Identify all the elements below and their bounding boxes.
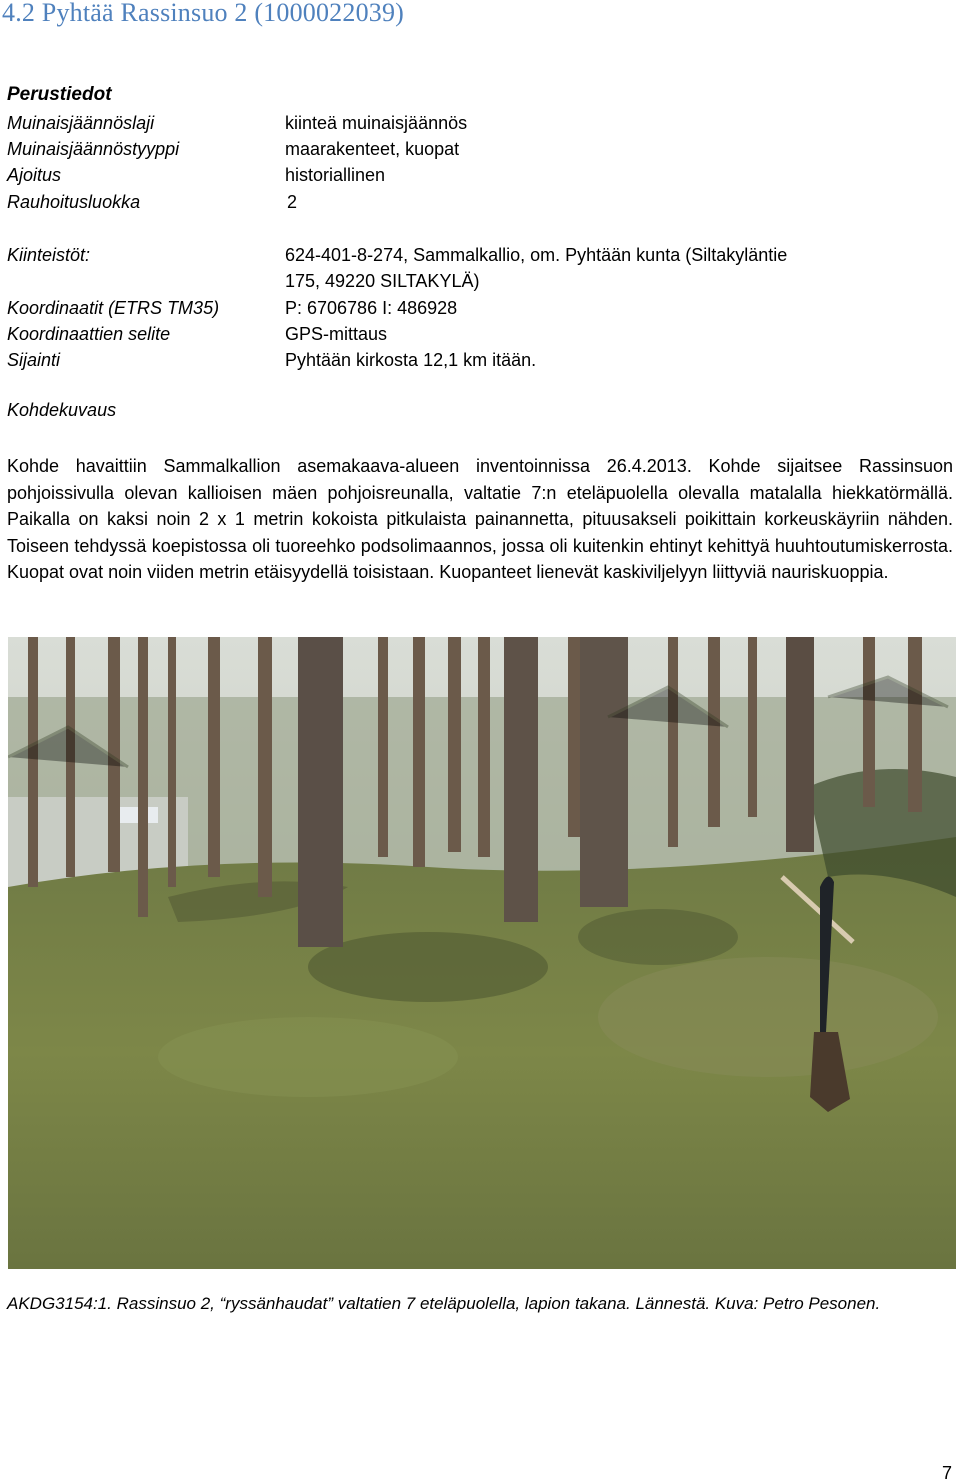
kohdekuvaus-heading: Kohdekuvaus	[7, 400, 117, 420]
field-value: 624-401-8-274, Sammalkallio, om. Pyhtään kunta (Siltakyläntie	[285, 245, 788, 265]
field-muinaisjaannostyyppi	[7, 136, 957, 162]
field-label: Koordinaatit (ETRS TM35)	[7, 298, 220, 318]
photo-caption: AKDG3154:1. Rassinsuo 2, “ryssänhaudat” valtatien 7 eteläpuolella, lapion takana. Lännestä. Kuva: Petro Pesonen.	[7, 1294, 881, 1313]
field-label: Rauhoitusluokka	[7, 192, 141, 212]
field-value: 175, 49220 SILTAKYLÄ)	[285, 271, 480, 291]
site-photo	[8, 637, 956, 1269]
page-heading: 4.2 Pyhtää Rassinsuo 2 (1000022039)	[2, 0, 405, 27]
field-value: Pyhtään kirkosta 12,1 km itään.	[285, 350, 537, 370]
field-label: Ajoitus	[7, 165, 62, 185]
field-label: Koordinaattien selite	[7, 324, 171, 344]
field-rauhoitusluokka	[7, 189, 957, 215]
page-number: 7	[942, 1463, 953, 1483]
field-value: 2	[287, 192, 298, 212]
field-koordinaattien-selite	[7, 321, 957, 347]
field-ajoitus	[7, 162, 957, 188]
field-label: Kiinteistöt:	[7, 245, 91, 265]
field-value: P: 6706786 I: 486928	[285, 298, 458, 318]
field-kiinteistot	[7, 242, 957, 268]
field-sijainti	[7, 347, 957, 373]
field-label: Muinaisjäännöstyyppi	[7, 139, 180, 159]
field-label: Muinaisjäännöslaji	[7, 113, 155, 133]
field-muinaisjaannoslaji	[7, 110, 957, 136]
field-value: GPS-mittaus	[285, 324, 388, 344]
perustiedot-title: Perustiedot	[7, 84, 112, 105]
field-value: kiinteä muinaisjäännös	[285, 113, 468, 133]
field-label: Sijainti	[7, 350, 61, 370]
field-kiinteistot-cont	[7, 268, 957, 294]
field-value: maarakenteet, kuopat	[285, 139, 460, 159]
field-value: historiallinen	[285, 165, 386, 185]
description-paragraph: Kohde havaittiin Sammalkallion asemakaava-alueen inventoinnissa 26.4.2013. Kohde sijaitsee Rassinsuon pohjoissivulla olevan kallioisen mäen pohjoisreunalla, valtatie 7:n eteläpuolella olevalla matalalla hiekkatörmällä. Paikalla on kaksi noin 2 x 1 metrin kokoista pitkulaista painannetta, pituusakseli poikittain korkeuskäyriin nähden. Toiseen tehdyssä koepistossa oli tuoreehko podsolimaannos, jossa oli kuitenkin ehtinyt kehittyä huuhtoutumiskerrosta. Kuopat ovat noin viiden metrin etäisyydellä toisistaan. Kuopanteet lienevät kaskiviljelyyn liittyviä nauriskuoppia.	[7, 456, 953, 583]
field-koordinaatit	[7, 295, 957, 321]
